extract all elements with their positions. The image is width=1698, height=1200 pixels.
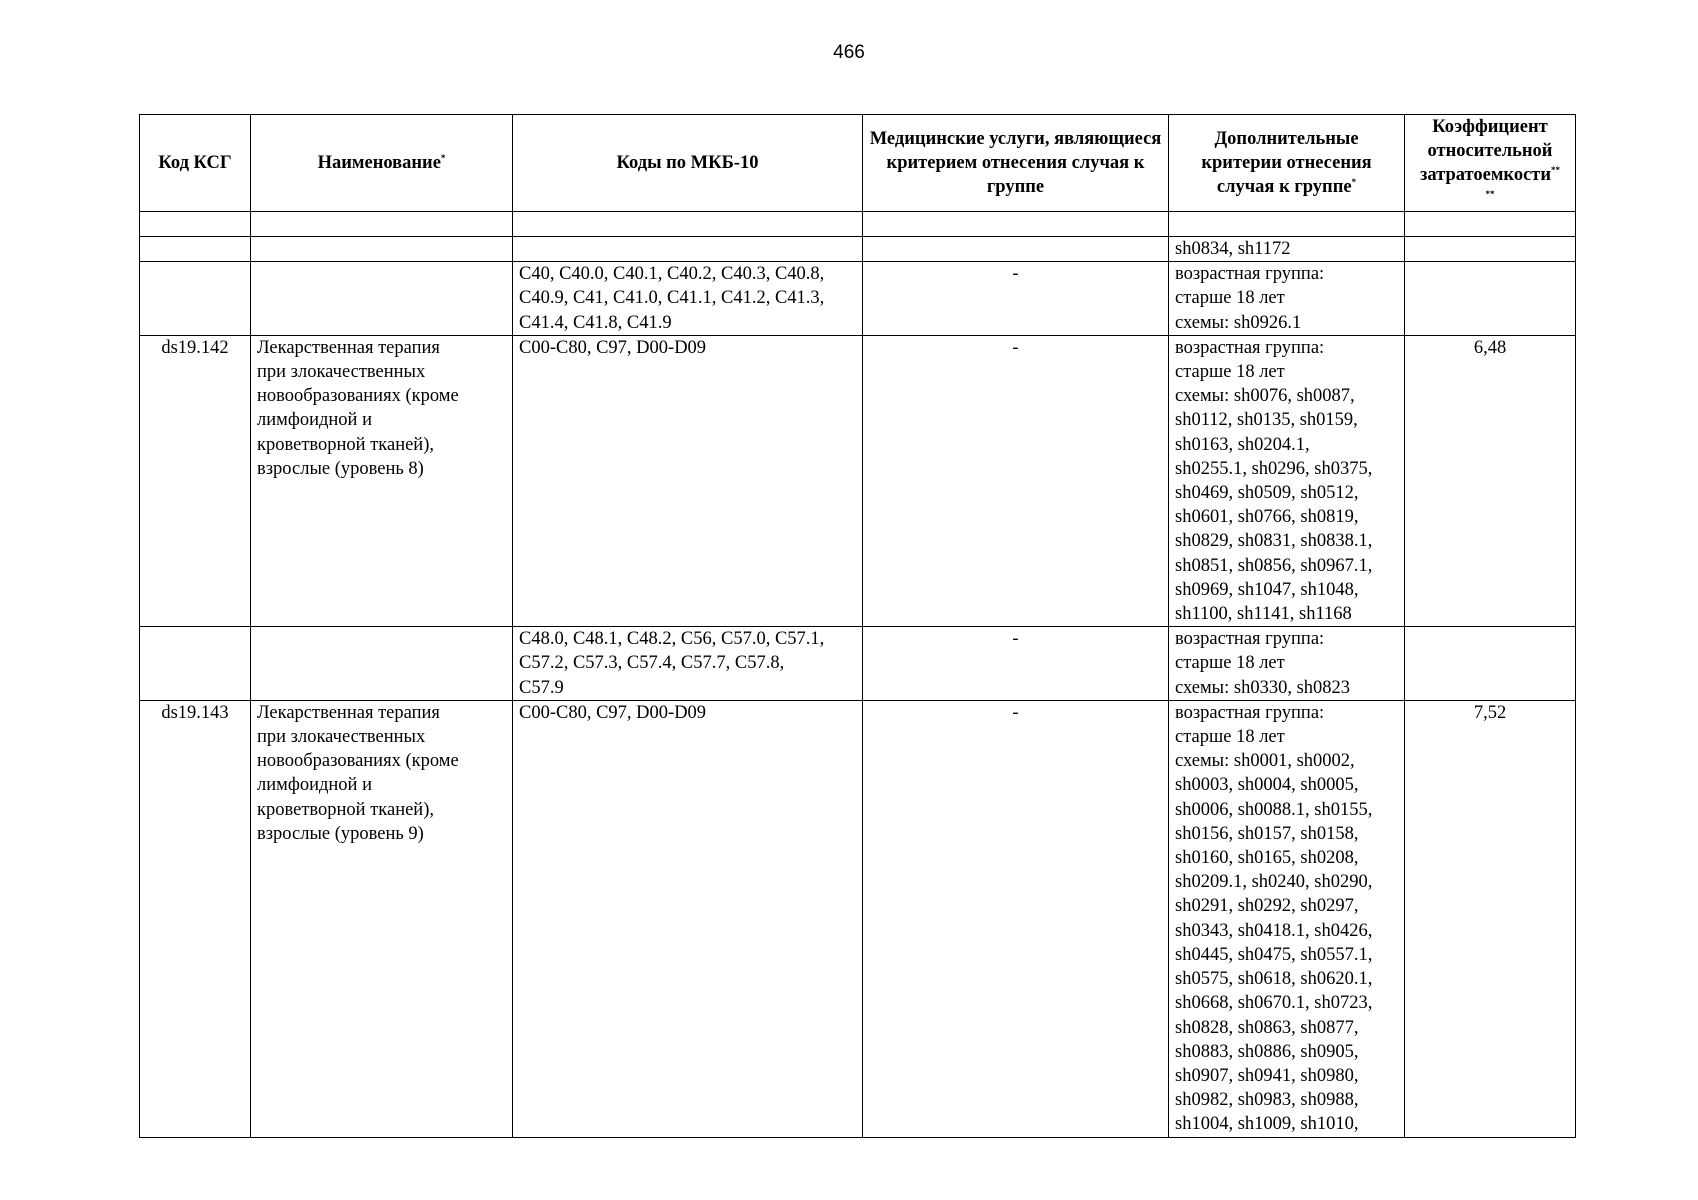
cell-criteria-line: sh0291, sh0292, sh0297, [1175,896,1359,917]
cell-mkb-codes [513,262,863,336]
cell-criteria-line: sh0112, sh0135, sh0159, [1175,410,1358,431]
cell-criteria-line: схемы: sh0001, sh0002, [1175,751,1355,772]
cell-services-text: - [1012,702,1019,723]
cell-criteria-line: sh0160, sh0165, sh0208, [1175,848,1359,869]
cell-name-line: кроветворной тканей), [257,799,434,820]
cell-services-text: - [1012,337,1019,358]
table-row [140,237,1576,262]
cell-services [863,335,1169,626]
cell-services-text: - [1012,629,1019,650]
cell-code [140,335,251,626]
cell-name-line: взрослые (уровень 8) [257,458,424,479]
cell-criteria-line: sh0828, sh0863, sh0877, [1175,1017,1359,1038]
cell-name-line: новообразованиях (кроме [257,386,459,407]
cell-criteria [1169,700,1405,1137]
header-coef: Коэффициент относительной затратоемкости** ** [1405,115,1576,212]
table-body [140,212,1576,1138]
cell-coefficient-text: 6,48 [1473,337,1507,358]
cell-code-text: ds19.143 [161,702,229,723]
cell-criteria-line: sh0907, sh0941, sh0980, [1175,1065,1359,1086]
header-name: Наименование* [251,115,513,212]
cell-coefficient [1405,212,1576,237]
cell-criteria-line: sh0006, sh0088.1, sh0155, [1175,799,1373,820]
cell-name-line: новообразованиях (кроме [257,751,459,772]
cell-code [140,262,251,336]
cell-code [140,212,251,237]
cell-mkb-codes-line: C57.2, C57.3, C57.4, C57.7, C57.8, [519,653,785,674]
cell-name-line: Лекарственная терапия [257,702,440,723]
cell-criteria-line: схемы: sh0330, sh0823 [1175,677,1351,698]
cell-criteria-line: sh0668, sh0670.1, sh0723, [1175,993,1373,1014]
cell-name-line: лимфоидной и [257,410,372,431]
cell-criteria-line: возрастная группа: [1175,629,1325,650]
cell-name [251,700,513,1137]
cell-name [251,335,513,626]
cell-code-text: ds19.142 [161,337,229,358]
cell-coefficient [1405,627,1576,701]
cell-mkb-codes [513,212,863,237]
cell-name [251,262,513,336]
cell-criteria-line: возрастная группа: [1175,337,1325,358]
header-code: Код КСГ [140,115,251,212]
cell-mkb-codes [513,335,863,626]
cell-name-line: при злокачественных [257,362,426,383]
header-mkb: Коды по МКБ-10 [513,115,863,212]
header-criteria: Дополнительные критерии отнесения случая к группе* [1169,115,1405,212]
cell-criteria-line: sh0829, sh0831, sh0838.1, [1175,531,1373,552]
cell-services [863,627,1169,701]
cell-criteria-line: sh0982, sh0983, sh0988, [1175,1090,1359,1111]
cell-criteria-line: sh1004, sh1009, sh1010, [1175,1114,1359,1135]
cell-criteria-line: sh1100, sh1141, sh1168 [1175,604,1352,625]
table-row [140,627,1576,701]
ksg-table [139,114,1576,1138]
cell-criteria-line: sh0003, sh0004, sh0005, [1175,775,1359,796]
cell-criteria-line: sh0163, sh0204.1, [1175,434,1310,455]
table-row [140,335,1576,626]
cell-criteria-line: sh0575, sh0618, sh0620.1, [1175,969,1373,990]
cell-services-text: - [1012,264,1019,285]
cell-criteria-line: sh0883, sh0886, sh0905, [1175,1041,1359,1062]
cell-criteria-line: схемы: sh0076, sh0087, [1175,386,1355,407]
cell-name-line: взрослые (уровень 9) [257,823,424,844]
cell-criteria-line: sh0343, sh0418.1, sh0426, [1175,920,1373,941]
cell-criteria [1169,335,1405,626]
table-row [140,212,1576,237]
page-number: 466 [833,42,865,63]
cell-mkb-codes-line: C41.4, C41.8, C41.9 [519,312,672,333]
cell-criteria-line: sh0601, sh0766, sh0819, [1175,507,1359,528]
cell-criteria-line: sh0445, sh0475, sh0557.1, [1175,944,1373,965]
cell-criteria-line: sh0469, sh0509, sh0512, [1175,483,1359,504]
cell-code [140,700,251,1137]
cell-criteria-line: sh0851, sh0856, sh0967.1, [1175,555,1373,576]
cell-criteria-line: возрастная группа: [1175,702,1325,723]
cell-mkb-codes-line: C40.9, C41, C41.0, C41.1, C41.2, C41.3, [519,288,825,309]
cell-coefficient [1405,335,1576,626]
cell-name-line: при злокачественных [257,727,426,748]
cell-services [863,700,1169,1137]
cell-name-line: Лекарственная терапия [257,337,440,358]
cell-coefficient-text: 7,52 [1473,702,1507,723]
cell-code [140,627,251,701]
cell-criteria-line: sh0156, sh0157, sh0158, [1175,823,1359,844]
cell-name [251,237,513,262]
cell-criteria-line: схемы: sh0926.1 [1175,312,1302,333]
cell-criteria [1169,237,1405,262]
cell-coefficient [1405,700,1576,1137]
cell-services [863,212,1169,237]
table-row [140,700,1576,1137]
cell-name-line: лимфоидной и [257,775,372,796]
cell-mkb-codes-line: C00-C80, C97, D00-D09 [519,702,707,723]
cell-coefficient [1405,237,1576,262]
table-header-row [140,115,1576,212]
cell-criteria [1169,212,1405,237]
cell-services [863,262,1169,336]
cell-name-line: кроветворной тканей), [257,434,434,455]
table-row [140,262,1576,336]
cell-mkb-codes-line: C48.0, C48.1, C48.2, C56, C57.0, C57.1, [519,629,825,650]
cell-coefficient [1405,262,1576,336]
cell-mkb-codes [513,237,863,262]
cell-criteria-line: sh0255.1, sh0296, sh0375, [1175,458,1373,479]
cell-code [140,237,251,262]
cell-criteria-line: sh0969, sh1047, sh1048, [1175,579,1359,600]
cell-name [251,212,513,237]
cell-criteria [1169,627,1405,701]
cell-mkb-codes-line: C00-C80, C97, D00-D09 [519,337,707,358]
cell-mkb-codes [513,700,863,1137]
cell-criteria-line: sh0834, sh1172 [1175,239,1291,259]
cell-name [251,627,513,701]
cell-criteria [1169,262,1405,336]
header-services: Медицинские услуги, являющиеся критерием отнесения случая к группе [863,115,1169,212]
cell-criteria-line: старше 18 лет [1175,288,1285,309]
cell-mkb-codes [513,627,863,701]
cell-mkb-codes-line: C57.9 [519,677,564,698]
cell-criteria-line: sh0209.1, sh0240, sh0290, [1175,872,1373,893]
cell-criteria-line: возрастная группа: [1175,264,1325,285]
cell-mkb-codes-line: C40, C40.0, C40.1, C40.2, C40.3, C40.8, [519,264,825,285]
cell-services [863,237,1169,262]
cell-criteria-line: старше 18 лет [1175,727,1285,748]
cell-criteria-line: старше 18 лет [1175,653,1285,674]
cell-criteria-line: старше 18 лет [1175,362,1285,383]
